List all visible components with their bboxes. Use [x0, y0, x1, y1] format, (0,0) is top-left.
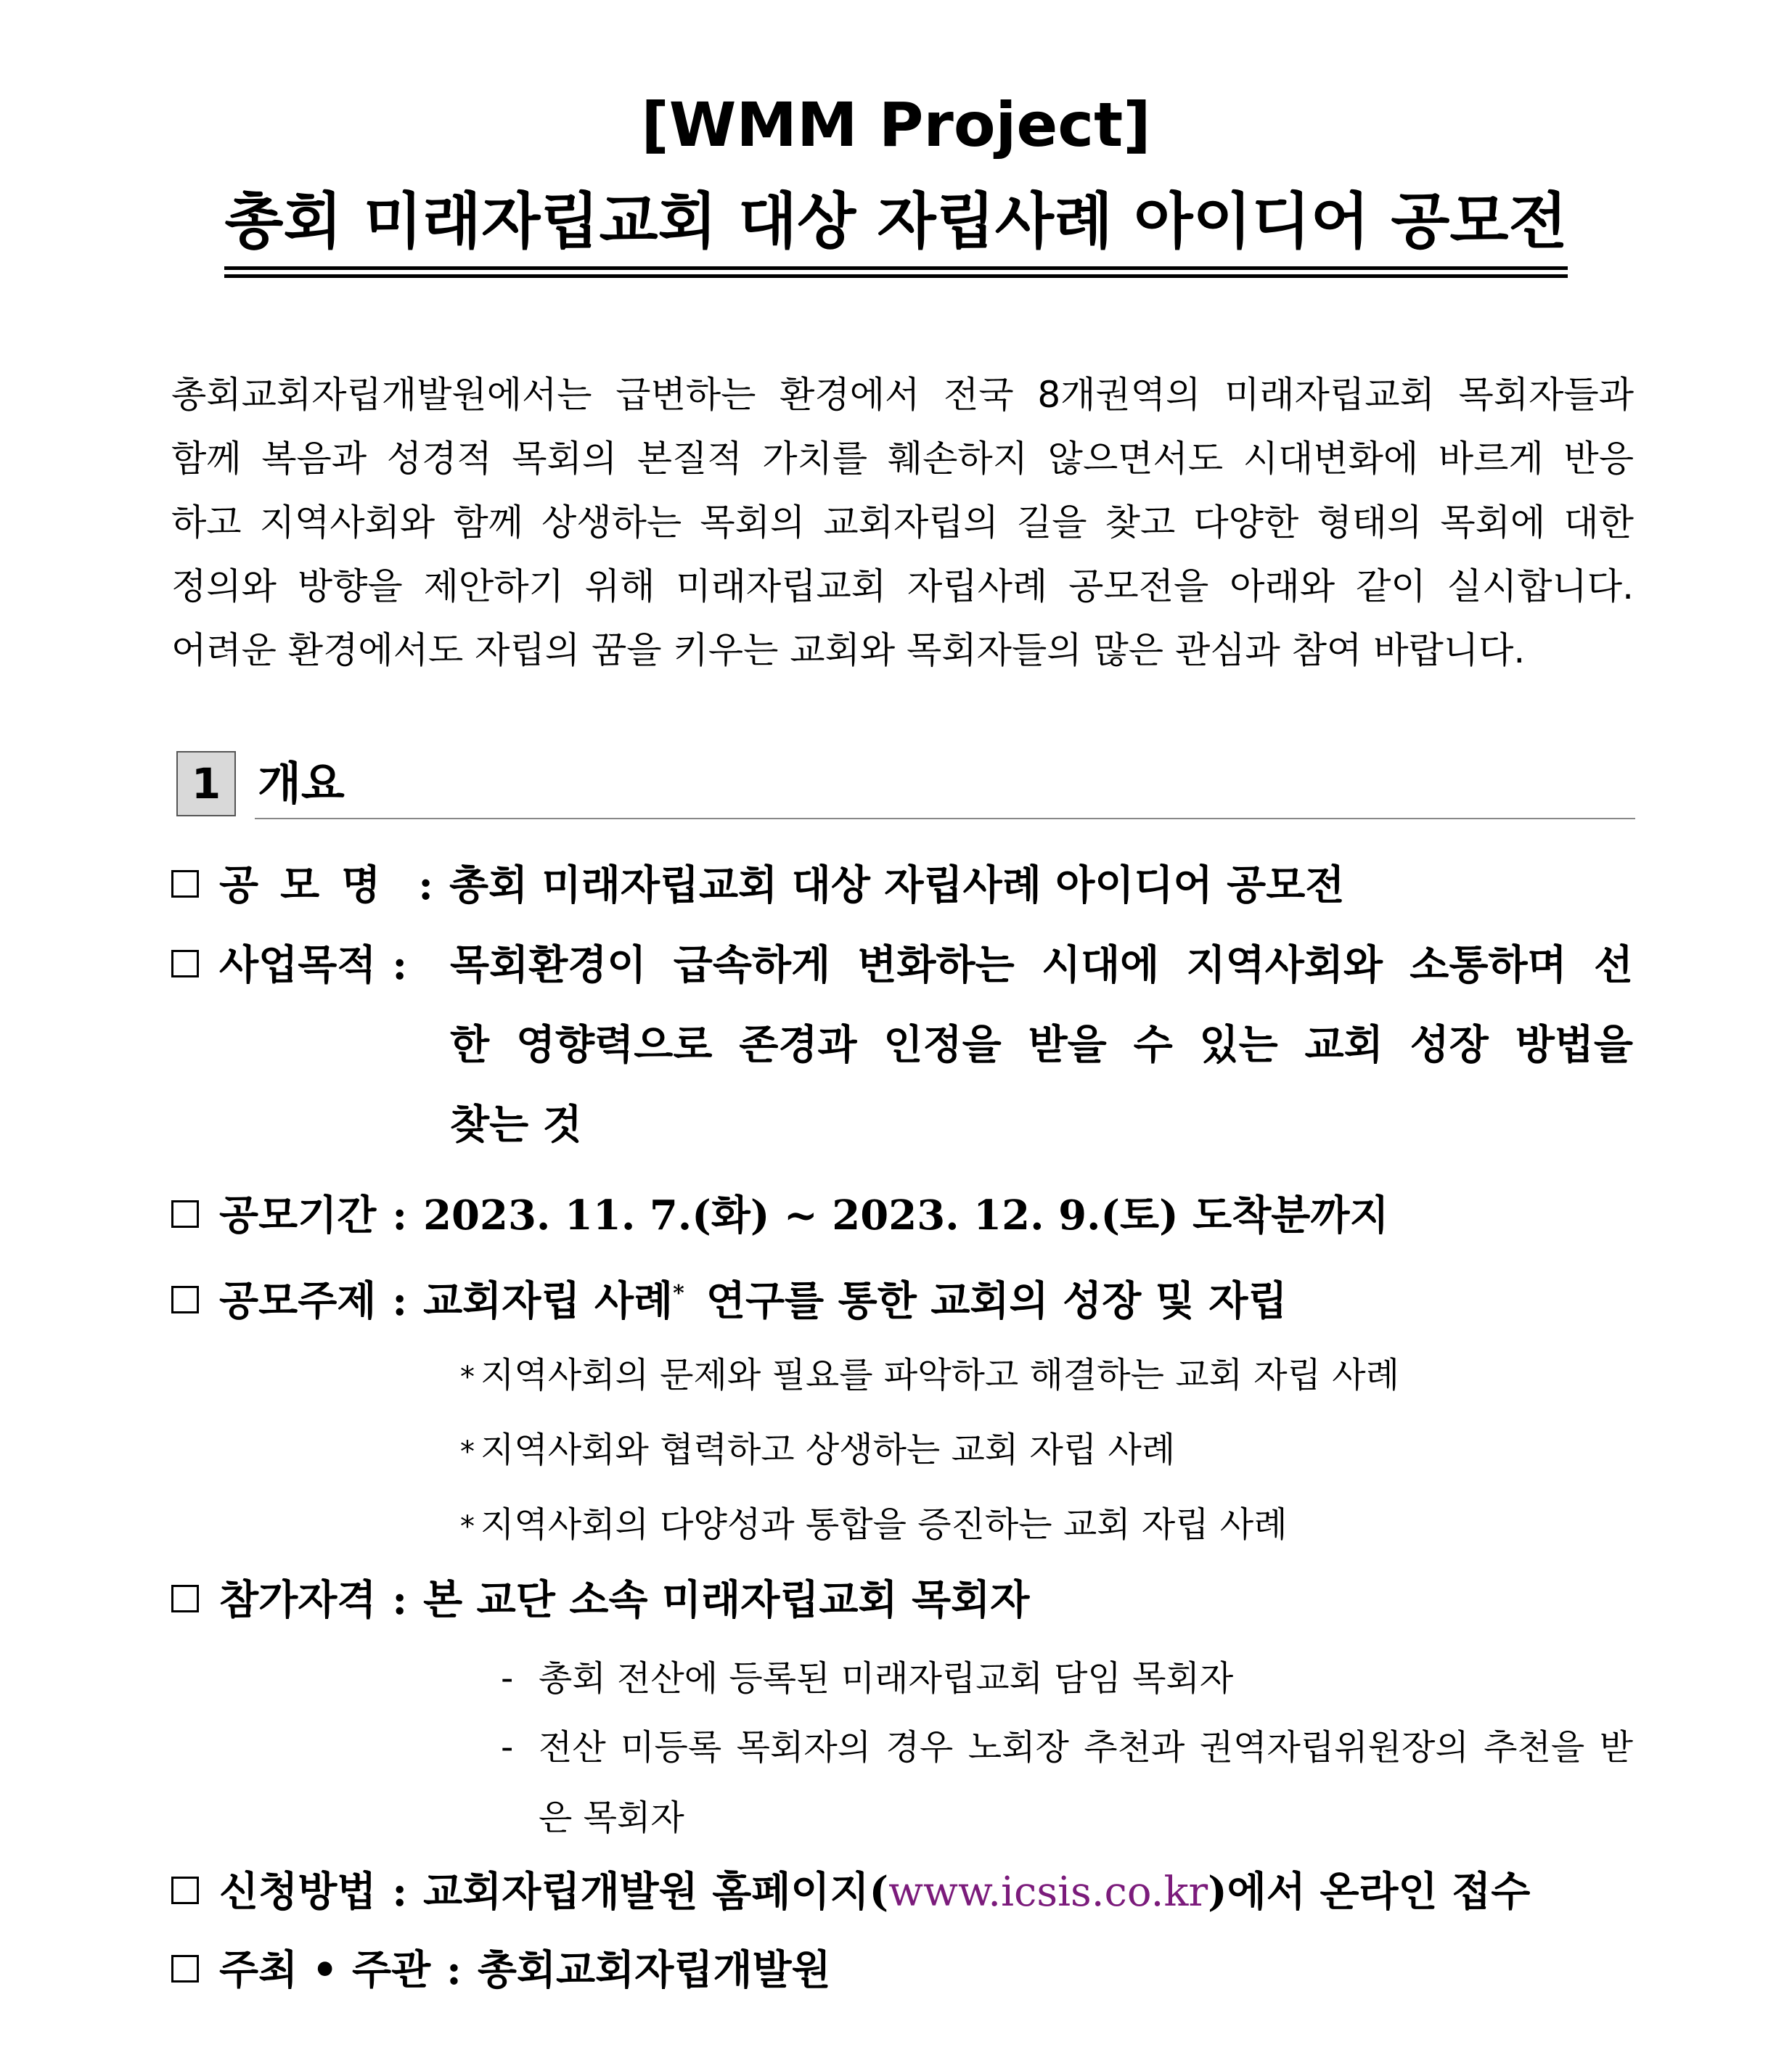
theme-note [460, 1496, 1288, 1556]
intro-line: 어려운 환경에서도 자립의 꿈을 키우는 교회와 목회자들의 많은 관심과 참여 바랍니다. [171, 629, 1526, 671]
colon: : [392, 1868, 408, 1916]
purpose-line: 목회환경이 급속하게 변화하는 시대에 지역사회와 소통하며 선 [450, 941, 1633, 989]
colon: : [446, 1946, 462, 1994]
colon: : [392, 941, 408, 989]
item-label: 공모기간 [219, 1192, 377, 1239]
item-value: 연구를 통한 교회의 성장 및 자립 [705, 1276, 1288, 1325]
checkbox-icon [171, 870, 199, 898]
item-value: 2023. 11. 7.(화) ~ 2023. 12. 9.(토) 도착분까지 [423, 1192, 1389, 1239]
section-title: 개요 [258, 757, 345, 810]
colon: : [392, 1192, 408, 1239]
project-tag: [WMM Project] [641, 89, 1151, 160]
item-period [171, 1179, 1389, 1252]
eligibility-detail-cont: 은 목회자 [539, 1797, 684, 1838]
dash-icon: - [501, 1658, 514, 1699]
item-label: 공모명 [219, 861, 403, 909]
item-apply [171, 1856, 1530, 1929]
item-value: 교회자립 사례 [423, 1276, 674, 1325]
eligibility-detail-text: 총회 전산에 등록된 미래자립교회 담임 목회자 [539, 1658, 1234, 1699]
section-number: 1 [176, 751, 236, 816]
item-name [171, 849, 1344, 922]
eligibility-detail-text: 전산 미등록 목회자의 경우 노회장 추천과 권역자립위원장의 추천을 받 [539, 1727, 1633, 1768]
checkbox-icon [171, 1585, 199, 1612]
item-host [171, 1934, 831, 2006]
footnote-mark: * [673, 1281, 684, 1306]
theme-note-text: 지역사회의 다양성과 통합을 증진하는 교회 자립 사례 [480, 1504, 1288, 1545]
theme-note-text: 지역사회의 문제와 필요를 파악하고 해결하는 교회 자립 사례 [480, 1355, 1400, 1395]
item-value: )에서 온라인 접수 [1208, 1868, 1531, 1916]
item-value: 교회자립개발원 홈페이지( [423, 1868, 889, 1916]
item-theme [171, 1258, 1288, 1337]
checkbox-icon [171, 950, 199, 977]
star-icon: * [460, 1510, 475, 1543]
checkbox-icon [171, 1877, 199, 1904]
purpose-line: 찾는 것 [450, 1101, 582, 1149]
item-value: 총회교회자립개발원 [477, 1946, 831, 1994]
checkbox-icon [171, 1955, 199, 1983]
item-value: 총회 미래자립교회 대상 자립사례 아이디어 공모전 [449, 861, 1345, 909]
dash-icon: - [501, 1727, 514, 1768]
colon: : [392, 1276, 408, 1325]
colon: : [418, 861, 433, 909]
intro-line: 총회교회자립개발원에서는 급변하는 환경에서 전국 8개권역의 미래자립교회 목회자들과 [171, 374, 1634, 416]
theme-note-text: 지역사회와 협력하고 상생하는 교회 자립 사례 [480, 1430, 1176, 1470]
theme-note [460, 1421, 1175, 1481]
star-icon: * [460, 1435, 475, 1469]
item-label: 신청방법 [219, 1868, 377, 1916]
theme-note [460, 1346, 1399, 1406]
colon: : [392, 1576, 408, 1624]
item-value: 본 교단 소속 미래자립교회 목회자 [423, 1576, 1030, 1624]
checkbox-icon [171, 1286, 199, 1313]
checkbox-icon [171, 1200, 199, 1228]
section-divider [255, 818, 1635, 819]
page-title-text: 총회 미래자립교회 대상 자립사례 아이디어 공모전 [224, 178, 1567, 270]
section-header [176, 751, 1635, 820]
item-purpose [171, 929, 423, 1001]
intro-line: 함께 복음과 성경적 목회의 본질적 가치를 훼손하지 않으면서도 시대변화에 바르게 반응 [171, 438, 1634, 480]
item-label: 주최 • 주관 [219, 1946, 431, 1994]
website-link[interactable]: www.icsis.co.kr [888, 1869, 1208, 1916]
item-label: 참가자격 [219, 1576, 377, 1624]
eligibility-detail [501, 1713, 1633, 1782]
star-icon: * [460, 1361, 475, 1394]
item-eligibility [171, 1564, 1029, 1636]
item-label: 공모주제 [219, 1276, 377, 1325]
eligibility-detail [501, 1644, 1633, 1713]
item-label: 사업목적 [219, 941, 377, 989]
intro-line: 정의와 방향을 제안하기 위해 미래자립교회 자립사례 공모전을 아래와 같이 실시합니다. [171, 565, 1634, 607]
intro-paragraph [171, 363, 1634, 682]
page-title [0, 178, 1792, 270]
purpose-line: 한 영향력으로 존경과 인정을 받을 수 있는 교회 성장 방법을 [450, 1021, 1633, 1069]
intro-line: 하고 지역사회와 함께 상생하는 목회의 교회자립의 길을 찾고 다양한 형태의 목회에 대한 [171, 501, 1634, 544]
